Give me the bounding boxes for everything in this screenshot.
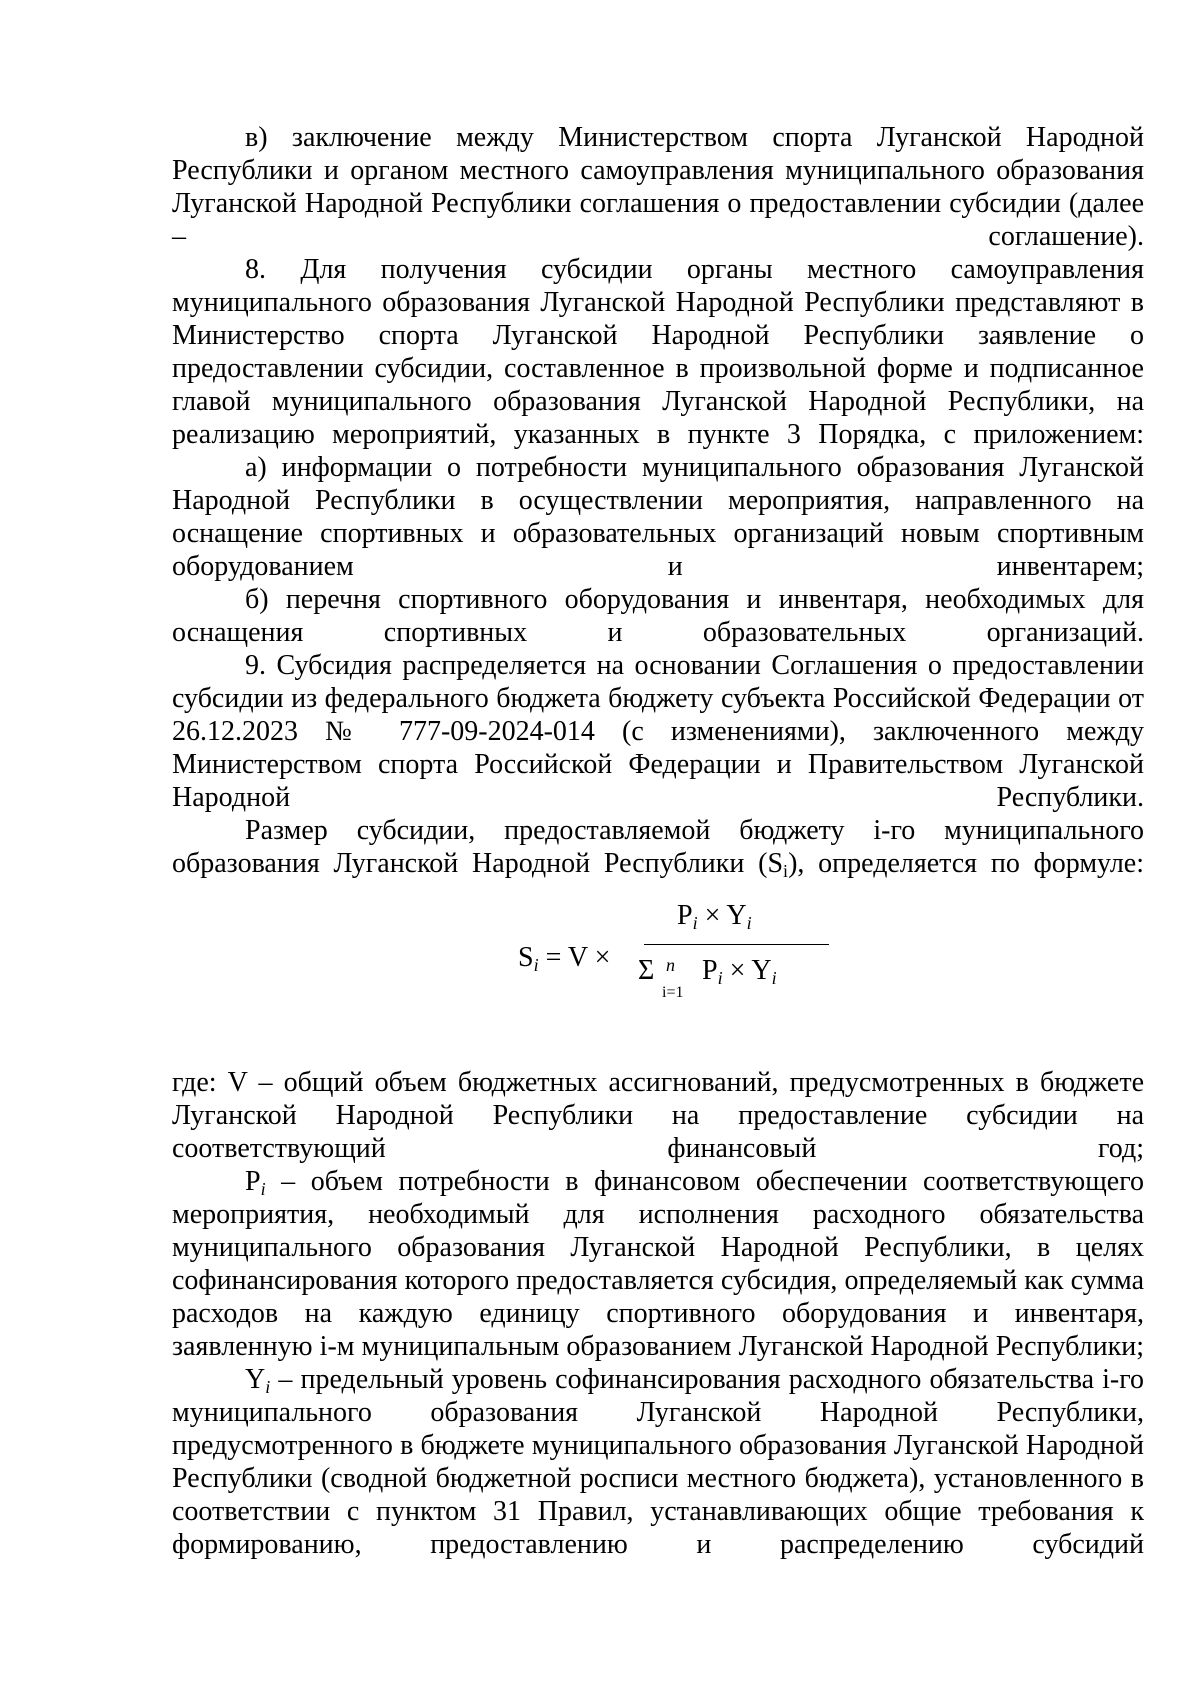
formula-numerator: $P_i \times Y_i$ [677,900,752,933]
paragraph-8b-list: б) перечня спортивного оборудования и инвентаря, необходимых для оснащения спортивных и образовательных организаций. [172,584,1144,648]
denominator-product: $P_i \times Y_i$ [702,955,777,988]
document-body [172,121,1144,1561]
paragraph-8-application: 8. Для получения субсидии органы местного самоуправления муниципального образования Луганской Народной Республики представляют в Министерство спорта Луганской Народной Республики заявление о предоставлении субсидии, составленное в произвольной форме и подписанное главой муниципального образования Луганской Народной Республики, на реализацию мероприятий, указанных в пункте 3 Порядка, с приложением: [172,254,1144,450]
subsidy-size-text-start: Размер субсидии, предоставляемой бюджету i-го муниципального образования Луганской Народной Республики (S [172,815,1144,879]
paragraph-8a-information: а) информации о потребности муниципального образования Луганской Народной Республики в осуществлении мероприятия, направленного на оснащение спортивных и образовательных организаций новым спортивным оборудованием и инвентарем; [172,452,1144,582]
sum-sign: Σ [638,955,655,986]
paragraph-9-distribution: 9. Субсидия распределяется на основании Соглашения о предоставлении субсидии из федерального бюджета бюджету субъекта Российской Федерации от 26.12.2023 № 777-09-2024-014 (с изменениями), заключенного между Министерством спорта Российской Федерации и Правительством Луганской Народной Республики. [172,650,1144,813]
formula-lhs: $S_i = V$ × [518,942,611,975]
subsidy-size-subscript: i [783,861,789,881]
paragraph-where-v: где: V – общий объем бюджетных ассигнований, предусмотренных в бюджете Луганской Народной Республики на предоставление субсидии на соответствующий финансовый год; [172,1067,1144,1164]
symbol-y: Y [245,1364,266,1395]
sum-lower-limit: i=1 [662,984,684,1001]
paragraph-subsidy-size [172,814,1144,880]
symbol-p: P [245,1166,261,1197]
definition-p-text: – объем потребности в финансовом обеспечении соответствующего мероприятия, необходимый для исполнения расходного обязательства муниципального образования Луганской Народной Республики, в целях софинансирования которого предоставляется субсидия, определяемый как сумма расходов на каждую единицу спортивного оборудования и инвентаря, заявленную i-м муниципальным образованием Луганской Народной Республики; [172,1166,1144,1362]
paragraph-agreement-conclusion: в) заключение между Министерством спорта Луганской Народной Республики и органом местного самоуправления муниципального образования Луганской Народной Республики соглашения о предоставлении субсидии (далее – соглашение). [172,122,1144,252]
paragraph-definition-p [172,1165,1144,1363]
subsidy-size-text-end: ), определяется по формуле: [788,848,1144,879]
symbol-y-subscript: i [265,1377,271,1397]
definition-y-text: – предельный уровень софинансирования расходного обязательства i-го муниципального образования Луганской Народной Республики, предусмотренного в бюджете муниципального образования Луганской Народной Республики (сводной бюджетной росписи местного бюджета), установленного в соответствии с пунктом 31 Правил, устанавливающих общие требования к формированию, предоставлению и распределению субсидий [172,1364,1144,1560]
sum-upper-limit: n [666,955,675,975]
fraction-bar [644,944,829,945]
paragraph-definition-y [172,1363,1144,1561]
symbol-p-subscript: i [260,1179,266,1199]
formula-block [172,880,1144,1066]
